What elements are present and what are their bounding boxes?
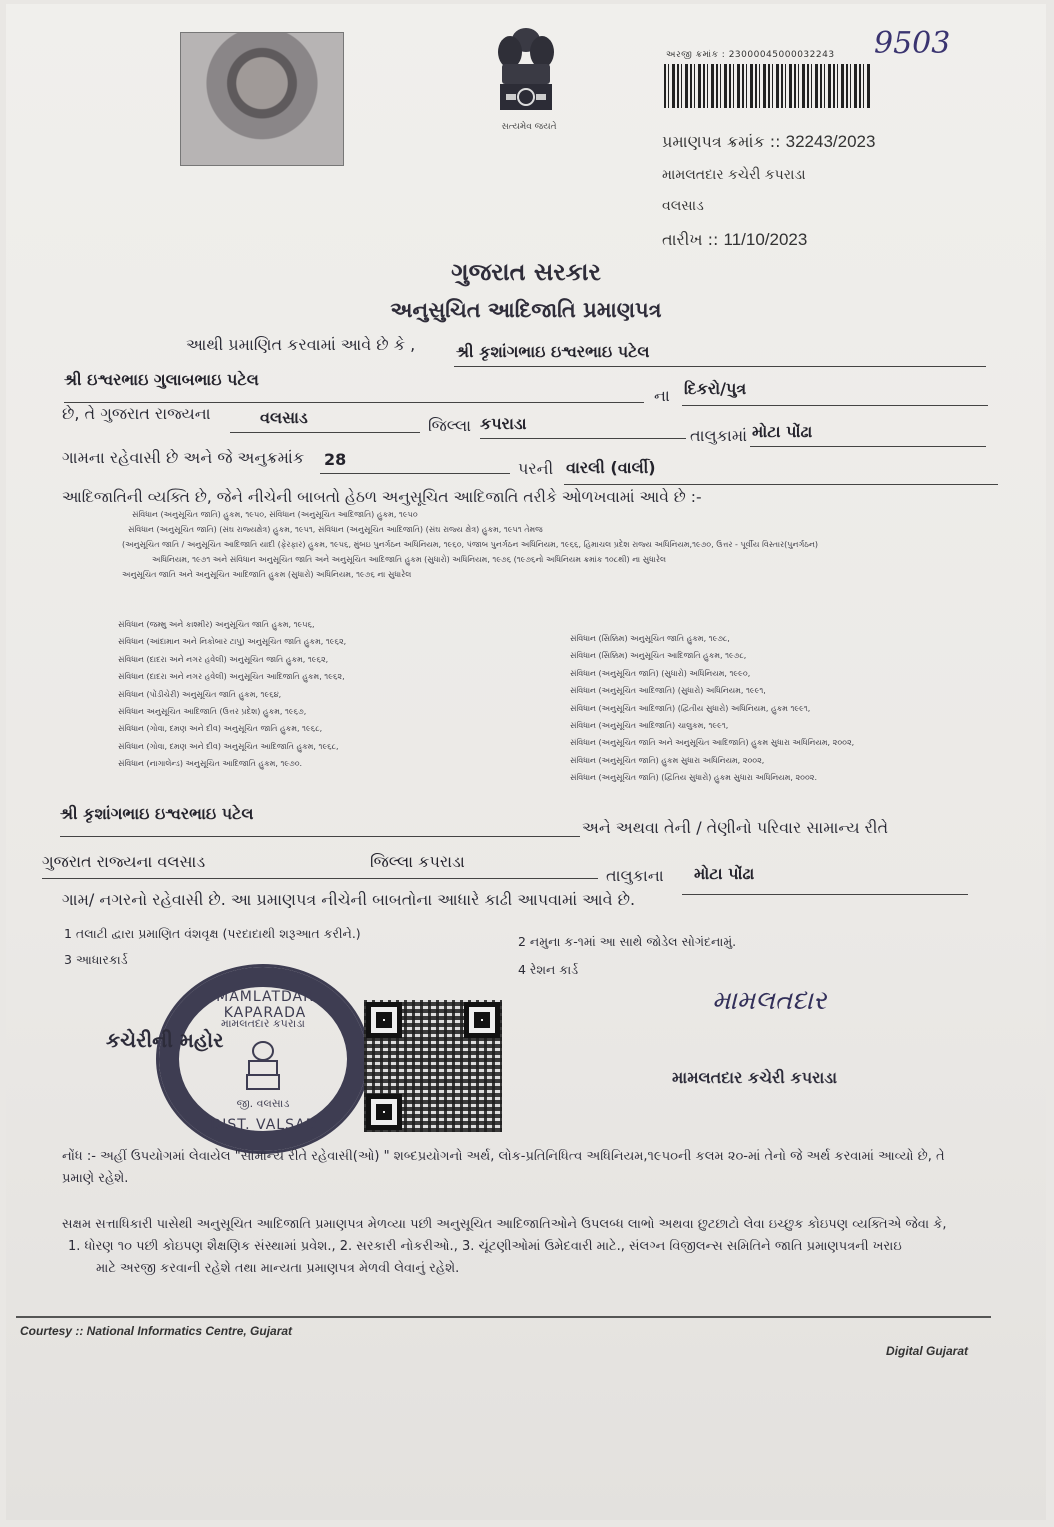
taluka-word: તાલુકામાં [690, 426, 748, 445]
tribe-field [564, 458, 998, 485]
district-field [230, 408, 420, 433]
tribe-recognition-text: આદિજાતિની વ્યક્તિ છે, જેને નીચેની બાબતો હેઠળ અનુસૂચિત આદિજાતિ તરીકે ઓળખવામાં આવે છે :- [62, 488, 702, 506]
order-item: સંવિધાન (અનુસૂચિત જાતિ અને અનુસૂચિત આદિજાતિ) હુકમ સુધારા અધિનિયમ, ૨૦૦૨, [570, 738, 855, 748]
family-text: અને અથવા તેની / તેણીનો પરિવાર સામાન્ય રીતે [582, 818, 889, 837]
certificate-number: 32243/2023 [785, 132, 876, 151]
official-stamp [156, 964, 370, 1154]
of-text: ના [654, 386, 670, 405]
document-item: 1 તલાટી દ્વારા પ્રમાણિત વંશવૃક્ષ (પરદાદાથી શરૂઆત કરીને.) [64, 926, 361, 941]
note-line: માટે અરજી કરવાની રહેશે તથા માન્યતા પ્રમાણપત્ર મેળવી લેવાનું રહેશે. [96, 1261, 460, 1276]
order-item: સંવિધાન અનુસૂચિત આદિજાતિ (ઉત્તર પ્રદેશ) હુકમ, ૧૯૬૭, [118, 707, 307, 717]
note-line: સક્ષમ સત્તાધિકારી પાસેથી અનુસૂચિત આદિજાતિ પ્રમાણપત્ર મેળવ્યા પછી અનુસૂચિત આદિજાતિઓને ઉપલબ્ધ લાભો અથવા છુટછાટો લેવા ઇચ્છુક કોઇપણ વ્યક્તિએ જેવા કે, [62, 1217, 947, 1232]
order-item: સંવિધાન (આંદામાન અને નિકોબાર ટાપુ) અનુસૂચિત જાતિ હુકમ, ૧૯૬૨, [118, 637, 347, 647]
orders-right-column [570, 630, 1020, 787]
government-title: ગુજરાત સરકાર [451, 258, 601, 286]
district-word: જિલ્લા [428, 416, 472, 435]
residence-person-name: શ્રી કૃશાંગભાઇ ઇશ્વરભાઇ પટેલ [60, 804, 254, 823]
stamp-emblem-icon [241, 1037, 285, 1093]
order-item: સંવિધાન (નાગાલેન્ડ) અનુસૂચિત આદિજાતિ હુકમ, ૧૯૭૦. [118, 759, 303, 769]
orders-intro-line: (અનુસૂચિત જાતિ / અનુસૂચિત આદિજાતિ યાદી (ફેરફાર) હુકમ, ૧૯૫૬, મુંબઇ પુનર્ગઠન અધિનિયમ, ૧૯૬૦, પંજાબ પુનર્ગઠન અધિનિયમ, ૧૯૬૬, હિમાચલ પ્રદેશ રાજ્ય અધિનિયમ,૧૯૭૦, ઉત્તર - પૂર્વીય વિસ્તાર(પુનર્ગઠન) [122, 540, 819, 549]
stamp-bottom-text: DIST. VALSAD [210, 1117, 318, 1133]
order-item: સંવિધાન (અનુસૂચિત આદિજાતિ) (દ્વિતીય સુધારો) અધિનિયમ, હુકમ ૧૯૯૧, [570, 703, 811, 713]
orders-intro-line: અધિનિયમ, ૧૯૭૧ અને સંવિધાન અનુસૂચિત જાતિ અને અનુસૂચિત આદિજાતિ હુકમ (સુધારો) અધિનિયમ, ૧૯૭૬ (૧૯૭૬નો અધિનિયમ ક્રમાંક ૧૦૮થી) ના સુધારેલ [152, 555, 667, 564]
orders-intro [122, 507, 962, 582]
brand-text: Digital Gujarat [886, 1344, 969, 1358]
order-item: સંવિધાન (પોંડીચેરી) અનુસૂચિત જાતિ હુકમ, ૧૯૬૪, [118, 689, 282, 699]
order-item: સંવિધાન (સિક્કિમ) અનુસૂચિત જાતિ હુકમ, ૧૯૭૮, [570, 634, 730, 643]
state-emblem-icon [492, 18, 560, 118]
orders-intro-line: સંવિધાન (અનુસૂચિત જાતિ) (સંઘ રાજ્યક્ષેત્ર) હુકમ, ૧૯૫૧, સંવિધાન (અનુસૂચિત આદિજાતિ) (સંઘ રાજ્ય ક્ષેત્ર) હુકમ, ૧૯૫૧ તેમજ [128, 525, 543, 534]
order-item: સંવિધાન (અનુસૂચિત જાતિ) હુકમ સુધારા અધિનિયમ, ૨૦૦૨, [570, 755, 765, 765]
father-name-field [64, 370, 644, 403]
document-item: 3 આધારકાર્ડ [64, 952, 128, 967]
note-line: નોંધ :- અહીં ઉપયોગમાં લેવાયેલ "સામાન્ય રીતે રહેવાસી(ઓ) " શબ્દપ્રયોગનો અર્થ, લોક-પ્રતિનિધિત્વ અધિનિયમ,૧૯૫૦ની કલમ ૨૦-માં તેનો જે અર્થ કરવામાં આવ્યો છે, તે [62, 1149, 945, 1164]
tribe: વારલી (વાર્લી) [566, 458, 656, 477]
footer-divider [16, 1316, 991, 1318]
state-district: ગુજરાત રાજ્યના વલસાડ [42, 852, 206, 871]
district-taluka: જિલ્લા કપરાડા [370, 852, 465, 871]
basis-text: ગામ/ નગરનો રહેવાસી છે. આ પ્રમાણપત્ર નીચેની બાબતોના આધારે કાઢી આપવામાં આવે છે. [62, 890, 636, 909]
order-item: સંવિધાન (જમ્મુ અને કાશ્મીર) અનુસૂચિત જાતિ હુકમ, ૧૯૫૬, [118, 620, 315, 629]
barcode [664, 64, 872, 108]
relation: દિકરો/પુત્ર [684, 379, 747, 398]
taluka-word-2: તાલુકાના [606, 866, 664, 885]
applicant-photo [180, 32, 344, 166]
certify-text: આથી પ્રમાણિત કરવામાં આવે છે કે , [186, 335, 416, 354]
person-name: શ્રી કૃશાંગભાઇ ઇશ્વરભાઇ પટેલ [456, 342, 650, 361]
resident-text: ગામના રહેવાસી છે અને જે અનુક્રમાંક [62, 448, 305, 467]
date-label: તારીખ :: [662, 230, 719, 249]
signatory-office: મામલતદાર કચેરી કપરાડા [672, 1068, 838, 1087]
village: મોટા પોંઢા [752, 422, 813, 441]
order-item: સંવિધાન (અનુસૂચિત જાતિ) (સુધારો) અધિનિયમ, ૧૯૯૦, [570, 668, 751, 678]
taluka-field [480, 414, 686, 439]
handwritten-number: 9503 [874, 26, 951, 61]
note-line: પ્રમાણે રહેશે. [62, 1171, 129, 1186]
taluka: કપરાડા [480, 414, 527, 433]
office-seal-label: કચેરીની મહોર [106, 1028, 224, 1052]
order-item: સંવિધાન (અનુસૂચિત આદિજાતિ) ચાલુકમ, ૧૯૯૧, [570, 721, 729, 731]
residence-location-field [42, 852, 598, 879]
office-name: મામલતદાર કચેરી કપરાડા [662, 167, 806, 183]
stamp-top-text: MAMLATDAR KAPARADA [216, 989, 314, 1021]
relation-field [682, 379, 988, 406]
order-item: સંવિધાન (ગોવા, દમણ અને દીવ) અનુસૂચિત આદિજાતિ હુકમ, ૧૯૬૮, [118, 741, 339, 751]
certificate-page [6, 4, 1046, 1520]
order-item: સંવિધાન (અનુસૂચિત જાતિ) (દ્વિતિય સુધારો) હુકમ સુધારા અધિનિયમ, ૨૦૦૨. [570, 773, 818, 783]
issue-date: 11/10/2023 [723, 230, 808, 249]
village-field [750, 422, 986, 447]
emblem-caption: સત્યમેવ જયતે [501, 122, 557, 132]
note-line: 1. ધોરણ ૧૦ પછી કોઇપણ શૈક્ષણિક સંસ્થામાં પ્રવેશ., 2. સરકારી નોકરીઓ., 3. ચૂંટણીઓમાં ઉમેદવારી માટે., સંલગ્ન વિજીલન્સ સમિતિને જાતિ પ્રમાણપત્રની ખરાઇ [68, 1239, 902, 1254]
note-residence [62, 1146, 1002, 1190]
orders-left-column [118, 616, 558, 773]
courtesy-text: Courtesy :: National Informatics Centre, Gujarat [20, 1324, 293, 1338]
order-item: સંવિધાન (અનુસૂચિત આદિજાતિ) (સુધારો) અધિનિયમ, ૧૯૯૧, [570, 686, 766, 696]
residence-person-field [60, 804, 580, 837]
order-item: સંવિધાન (ગોવા, દમણ અને દીવ) અનુસૂચિત જાતિ હુકમ, ૧૯૬૮, [118, 724, 323, 734]
serial-number: 28 [324, 450, 347, 469]
stamp-district-text: જી. વલસાડ [236, 1097, 290, 1110]
serial-field [320, 450, 510, 474]
order-item: સંવિધાન (દાદરા અને નગર હવેલી) અનુસૂચિત આદિજાતિ હુકમ, ૧૯૬૨, [118, 672, 345, 682]
note-benefits [62, 1214, 1012, 1280]
certificate-title: અનુસુચિત આદિજાતિ પ્રમાણપત્ર [390, 298, 662, 322]
certificate-number-label: પ્રમાણપત્ર ક્રમાંક :: [662, 132, 781, 151]
father-name: શ્રી ઇશ્વરભાઇ ગુલાબભાઇ પટેલ [64, 370, 259, 389]
state-text: છે, તે ગુજરાત રાજ્યના [62, 404, 211, 423]
certificate-number-row [662, 132, 875, 152]
person-name-field [454, 342, 986, 367]
district: વલસાડ [260, 408, 308, 427]
on-text: પરની [518, 459, 554, 478]
residence-village-field [682, 864, 968, 895]
document-item: 2 નમુના ક-૧માં આ સાથે જોડેલ સોગંદનામું. [518, 934, 737, 949]
orders-intro-line: સંવિધાન (અનુસૂચિત જાતિ) હુકમ, ૧૯૫૦, સંવિધાન (અનુસૂચિત આદિજાતિ) હુકમ, ૧૯૫૦ [132, 510, 418, 519]
orders-intro-line: અનુસૂચિત જાતિ અને અનુસૂચિત આદિજાતિ હુકમ (સુધારો) અધિનિયમ, ૧૯૭૬ ના સુધારેલ [122, 570, 412, 579]
office-district: વલસાડ [662, 198, 704, 214]
application-serial: અરજી ક્રમાંક : 23000045000032243 [666, 50, 835, 60]
document-item: 4 રેશન કાર્ડ [518, 962, 579, 977]
order-item: સંવિધાન (સિક્કિમ) અનુસૂચિત આદિજાતિ હુકમ, ૧૯૭૮, [570, 651, 747, 661]
signature: મામલતદાર [712, 986, 827, 1016]
order-item: સંવિધાન (દાદરા અને નગર હવેલી) અનુસૂચિત જાતિ હુકમ, ૧૯૬૨, [118, 654, 329, 664]
stamp-inner-text: મામલતદાર કપરાડા [221, 1017, 305, 1030]
date-row [662, 230, 807, 250]
residence-village: મોટા પોંઢા [694, 864, 755, 883]
qr-code [364, 1000, 502, 1132]
